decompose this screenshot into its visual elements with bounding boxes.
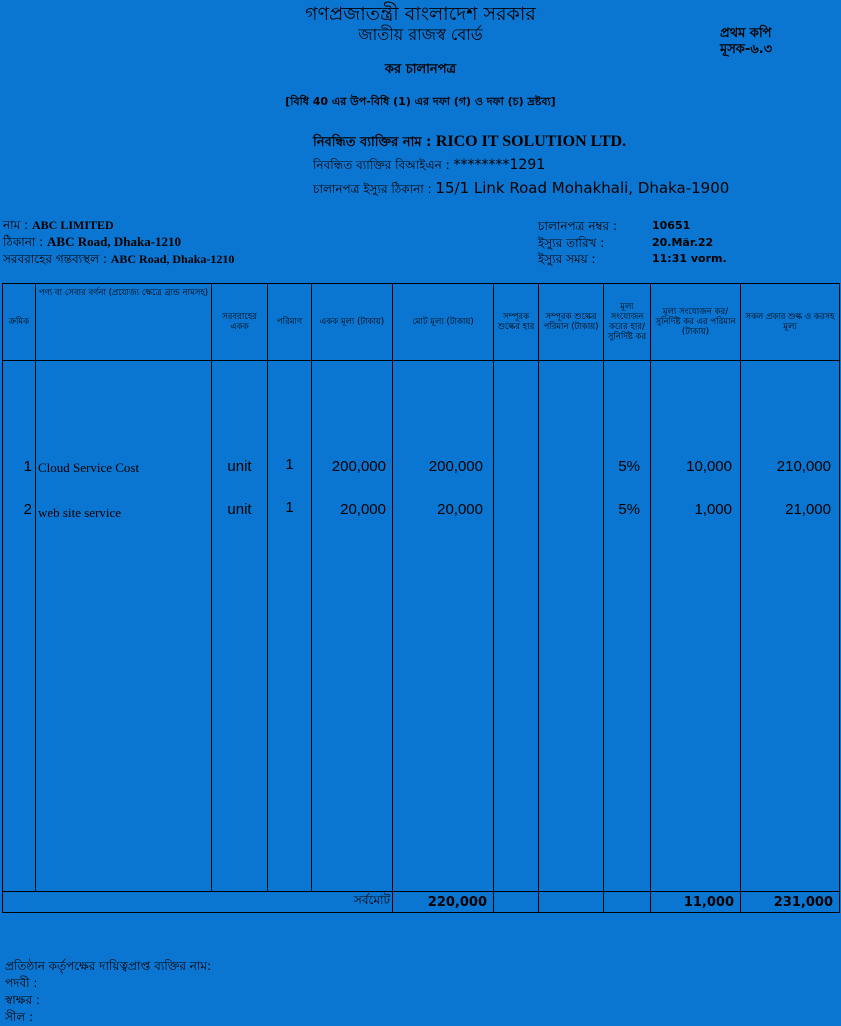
vat-amount-column [651, 361, 741, 892]
invoice-number-label: চালানপত্র নম্বর : [538, 219, 618, 233]
col-header-vat-amount: মূল্য সংযোজন কর/সুনির্দিষ্ট কর এর পরিমান (টাকায়) [651, 284, 741, 361]
row-1-sd-amount [539, 458, 603, 501]
issue-date-label: ইস্যুর তারিখ : [538, 236, 605, 250]
issue-date: 20.Mär.22 [652, 236, 714, 249]
seller-name-line [313, 133, 626, 154]
table-header-row [3, 284, 840, 361]
row-2-vat-amount: 1,000 [694, 501, 732, 518]
seller-address: 15/1 Link Road Mohakhali, Dhaka-1900 [435, 179, 730, 197]
grand-total-column [741, 361, 840, 892]
col-header-description: পণ্য বা সেবার বর্ণনা (প্রযোজ্য ক্ষেত্রে ব্রান্ড নামসহ) [36, 284, 212, 361]
invoice-number: 10651 [652, 219, 691, 232]
quantity-column [268, 361, 312, 892]
copy-block [720, 26, 772, 58]
description-column [36, 361, 212, 892]
seller-name: RICO IT SOLUTION LTD. [435, 133, 627, 150]
row-1-sd-rate [494, 458, 538, 501]
vat-rate-column [604, 361, 651, 892]
col-header-grand-total: সকল প্রকার শুল্ক ও করসহ মূল্য [741, 284, 840, 361]
row-2-description: web site service [38, 505, 122, 520]
total-vat-rate [604, 892, 651, 913]
unit-column [212, 361, 268, 892]
row-1-grand-total: 210,000 [776, 458, 831, 475]
sd-rate-column [494, 361, 539, 892]
issue-time: 11:31 vorm. [652, 252, 727, 265]
total-price-column [393, 361, 494, 892]
col-header-serial: ক্রমিক [3, 284, 36, 361]
row-1-vat-rate: 5% [618, 458, 640, 475]
col-header-unit: সরবরাহের একক [212, 284, 268, 361]
buyer-address: ABC Road, Dhaka-1210 [47, 234, 182, 249]
total-vat-sum: 11,000 [651, 892, 741, 913]
row-1-quantity: 1 [285, 456, 294, 473]
invoice-items-table [2, 283, 840, 913]
col-header-vat-rate: মূল্য সংযোজন করের হার/ সুনির্দিষ্ট কর [604, 284, 651, 361]
row-2-grand-total: 21,000 [785, 501, 831, 518]
row-1-vat-amount: 10,000 [686, 458, 732, 475]
seller-address-label: চালানপত্র ইস্যুর ঠিকানা : [313, 182, 436, 196]
buyer-destination-line [3, 251, 234, 271]
row-2-unit: unit [227, 501, 252, 518]
table-body-row [3, 361, 840, 892]
col-header-sd-amount: সম্পূরক শুল্কের পরিমান (টাকায়) [539, 284, 604, 361]
signature-label: স্বাক্ষর : [5, 993, 40, 1007]
buyer-name-label: নাম : [3, 218, 32, 232]
row-1-unit-price: 200,000 [331, 458, 386, 475]
grand-total-sum: 231,000 [741, 892, 840, 913]
seller-bin-line [313, 157, 545, 177]
buyer-name: ABC LIMITED [31, 218, 114, 232]
buyer-address-label: ঠিকানা : [3, 235, 48, 249]
total-sd-rate [494, 892, 539, 913]
total-label: সর্বমোট [3, 892, 393, 913]
form-code: মূসক-৬.৩ [720, 42, 773, 57]
sd-amount-column [539, 361, 604, 892]
unit-price-column [312, 361, 393, 892]
buyer-destination: ABC Road, Dhaka-1210 [110, 252, 235, 266]
rule-reference: [বিধি 40 এর উপ-বিধি (1) এর দফা (গ) ও দফা (চ) দ্রষ্টব্য] [285, 95, 556, 108]
designation-label: পদবী : [5, 976, 38, 990]
issue-time-label: ইস্যুর সময় : [538, 252, 596, 266]
row-2-vat-rate: 5% [618, 501, 640, 518]
seller-address-line [313, 179, 729, 201]
buyer-destination-label: সরবরাহের গন্তব্যস্থল : [3, 252, 111, 266]
row-2-sd-rate [494, 501, 538, 544]
total-sd-amount [539, 892, 604, 913]
row-1-serial: 1 [23, 458, 32, 475]
col-header-total-price: মোট মূল্য (টাকায়) [393, 284, 494, 361]
seller-name-label: নিবন্ধিত ব্যাক্তির নাম : [313, 135, 436, 150]
seller-bin-label: নিবন্ধিত ব্যাক্তির বিআইএন : [313, 158, 454, 172]
row-2-quantity: 1 [285, 499, 294, 516]
row-2-sd-amount [539, 501, 603, 544]
footer-block [5, 958, 211, 1026]
col-header-quantity: পরিমাণ [268, 284, 312, 361]
table-total-row [3, 892, 840, 913]
row-2-serial: 2 [23, 501, 32, 518]
government-title: গণপ্রজাতন্ত্রী বাংলাদেশ সরকার [305, 3, 536, 25]
seller-bin: ********1291 [453, 157, 546, 173]
responsible-person-label: প্রতিষ্ঠান কর্তৃপক্ষের দায়িত্বপ্রাপ্ত ব্যক্তির নাম: [5, 959, 212, 973]
copy-label: প্রথম কপি [720, 26, 772, 41]
seal-label: সীল : [5, 1010, 34, 1024]
row-1-description: Cloud Service Cost [38, 460, 140, 475]
row-2-unit-price: 20,000 [340, 501, 386, 518]
form-title: কর চালানপত্র [384, 62, 457, 77]
col-header-sd-rate: সম্পূরক শুল্কের হার [494, 284, 539, 361]
row-1-total-price: 200,000 [428, 458, 483, 475]
serial-column [3, 361, 36, 892]
col-header-unit-price: একক মূল্য (টাকায়) [312, 284, 393, 361]
row-1-unit: unit [227, 458, 252, 475]
total-price-sum: 220,000 [393, 892, 494, 913]
board-title: জাতীয় রাজস্ব বোর্ড [358, 25, 483, 44]
row-2-total-price: 20,000 [437, 501, 483, 518]
